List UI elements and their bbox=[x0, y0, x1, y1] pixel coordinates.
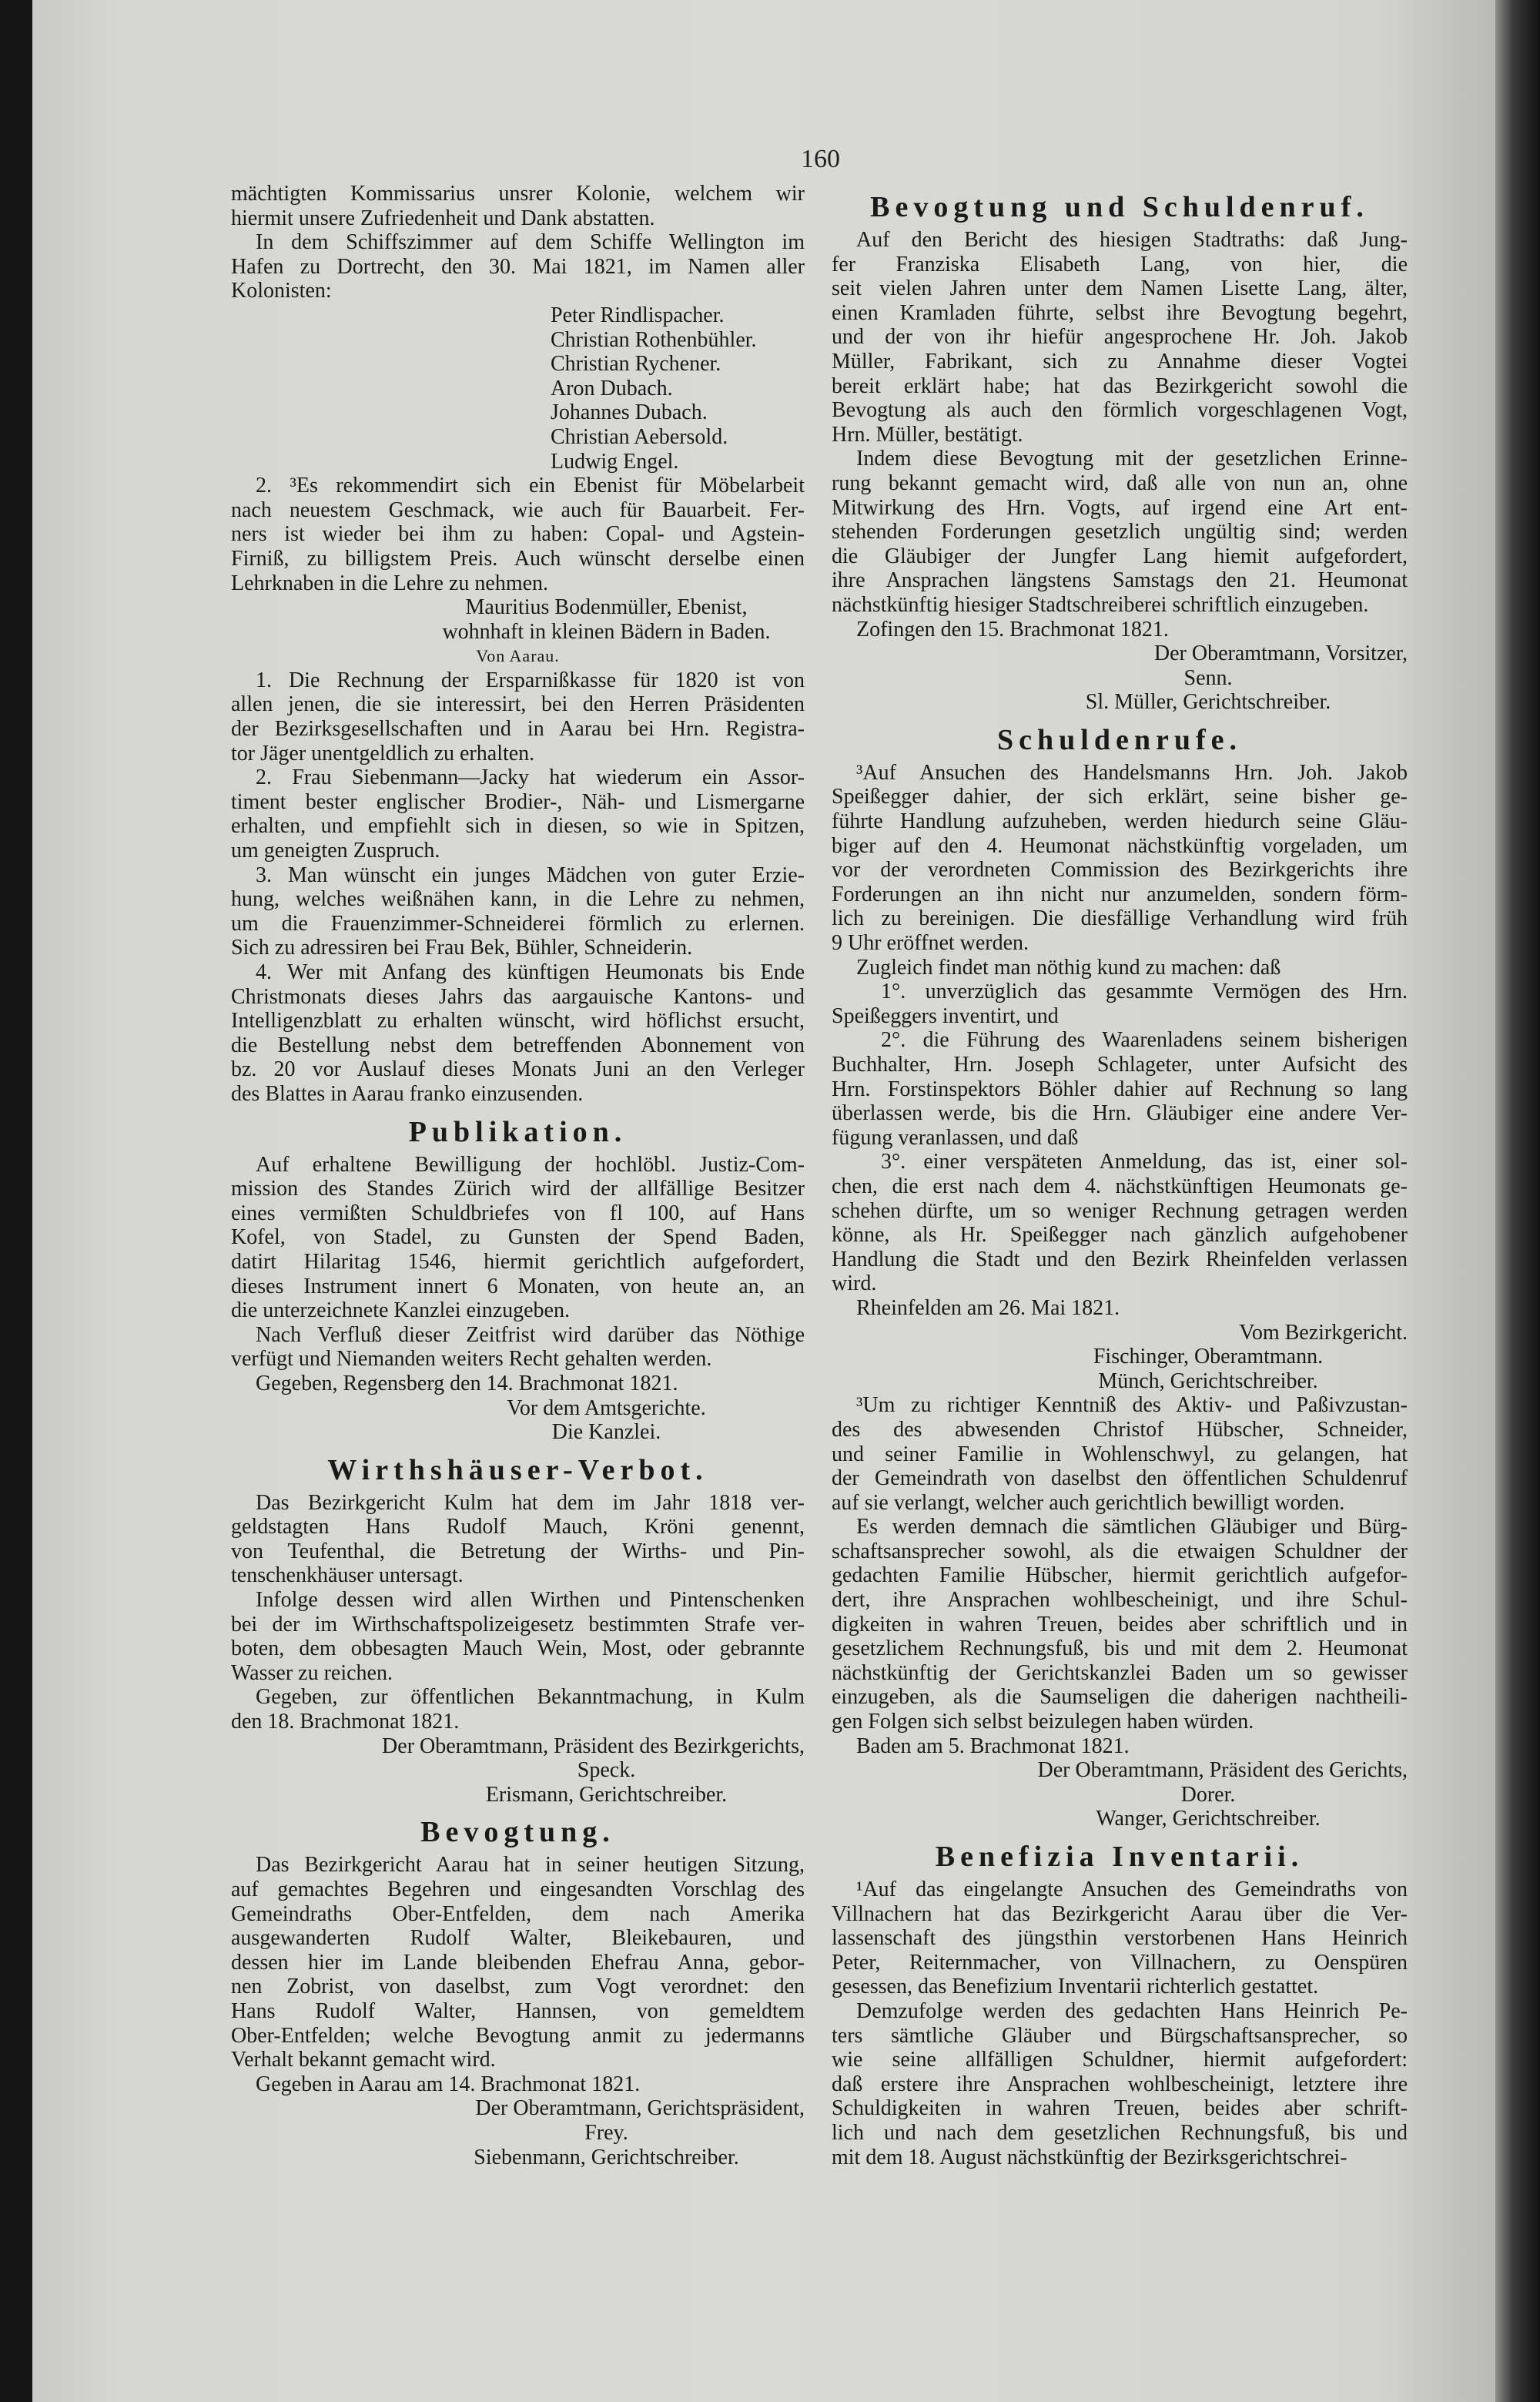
text-line: Von Aarau. bbox=[476, 646, 560, 666]
paragraph bbox=[832, 956, 1408, 980]
text-line: Peter, Reiternmacher, von Villnachern, zu Oenspüren bbox=[832, 1950, 1408, 1975]
paragraph bbox=[832, 1296, 1408, 1321]
text-line: Auf den Bericht des hiesigen Stadtraths: daß Jung- bbox=[856, 228, 1408, 252]
section-heading bbox=[832, 1839, 1408, 1874]
text-line: die Bestellung nebst dem betreffenden Abonnement von bbox=[231, 1033, 805, 1057]
paragraph bbox=[231, 1491, 805, 1588]
text-line: eines vermißten Schuldbriefes von fl 100, auf Hans bbox=[231, 1201, 805, 1225]
text-line: boten, dem obbesagten Mauch Wein, Most, oder gebrannte bbox=[231, 1637, 805, 1661]
paragraph bbox=[231, 230, 805, 303]
text-line: 4. Wer mit Anfang des künftigen Heumonats bis Ende bbox=[256, 960, 805, 984]
text-line: Kofel, von Stadel, zu Gunsten der Spend Baden, bbox=[231, 1225, 805, 1250]
text-line: Es werden demnach die sämtlichen Gläubiger und Bürg- bbox=[856, 1515, 1408, 1539]
text-line: schehen dürfte, um so weniger Rechnung getragen werden bbox=[832, 1198, 1408, 1223]
paragraph bbox=[231, 182, 805, 230]
text-line: einen Kramladen führte, selbst ihre Bevogtung begehrt, bbox=[832, 300, 1408, 325]
text-line: tenschenkhäuser untersagt. bbox=[231, 1563, 464, 1588]
text-line: des des abwesenden Christof Hübscher, Schneider, bbox=[832, 1417, 1408, 1442]
paragraph bbox=[832, 1515, 1408, 1734]
text-line: Schuldigkeiten in wahren Treuen, beides aber schrift- bbox=[832, 2096, 1408, 2121]
text-line: um die Frauenzimmer-Schneiderei förmlich zu erlernen. bbox=[231, 911, 805, 936]
text-line: nächstkünftig hiesiger Stadtschreiberei schriftlich einzugeben. bbox=[832, 592, 1369, 617]
heading-text: Bevogtung und Schuldenruf. bbox=[870, 191, 1369, 223]
text-line: mit dem 18. August nächstkünftig der Bezirksgerichtschrei- bbox=[832, 2145, 1348, 2169]
text-line: Auf erhaltene Bewilligung der hochlöbl. Justiz-Com- bbox=[256, 1152, 805, 1177]
signatory-name: Peter Rindlispacher. bbox=[551, 303, 725, 327]
text-line: ters sämtliche Gläuber und Bürgschaftsansprecher, so bbox=[832, 2023, 1408, 2048]
text-line: allen jenen, die sie interessirt, bei den Herren Präsidenten bbox=[231, 692, 805, 717]
signature-line: Mauritius Bodenmüller, Ebenist, bbox=[465, 595, 748, 620]
signature-block bbox=[832, 642, 1408, 715]
text-line: rung bekannt gemacht wird, daß alle von nun an, ohne bbox=[832, 471, 1408, 495]
text-line: lich zu bereinigen. Die diesfällige Verhandlung wird früh bbox=[832, 906, 1408, 931]
text-line: datirt Hilaritag 1546, hiermit gerichtlich aufgefordert, bbox=[231, 1249, 805, 1274]
paragraph bbox=[231, 474, 805, 595]
text-line: Buchhalter, Hrn. Joseph Schlageter, unter Aufsicht des bbox=[832, 1053, 1408, 1077]
signatory-name: Aron Dubach. bbox=[551, 376, 673, 400]
text-line: 2°. die Führung des Waarenladens seinem bisherigen bbox=[881, 1028, 1408, 1053]
text-line: ³Auf Ansuchen des Handelsmanns Hrn. Joh. Jakob bbox=[856, 760, 1408, 785]
text-line: Ober-Entfelden; welche Bevogtung anmit zu jedermanns bbox=[231, 2023, 805, 2048]
text-line: stehenden Forderungen gesetzlich ungültig sind; werden bbox=[832, 520, 1408, 544]
section-heading bbox=[832, 189, 1408, 225]
right-column bbox=[832, 182, 1408, 2169]
paragraph bbox=[832, 447, 1408, 617]
heading-text: Benefizia Inventarii. bbox=[935, 1841, 1304, 1873]
signatories-list bbox=[231, 303, 805, 474]
signature-line: Speck. bbox=[577, 1758, 636, 1783]
text-line: Kolonisten: bbox=[231, 279, 332, 303]
text-line: der Bezirksgesellschaften und in Aarau bei Hrn. Registra- bbox=[231, 717, 805, 742]
text-line: fer Franziska Elisabeth Lang, von hier, die bbox=[832, 252, 1408, 276]
text-line: bz. 20 vor Auslauf dieses Monats Juni an den Verleger bbox=[231, 1057, 805, 1082]
paragraph bbox=[832, 1393, 1408, 1515]
text-line: nen Zobrist, von daselbst, zum Vogt verordnet: den bbox=[231, 1975, 805, 1999]
text-line: Handlung die Stadt und den Bezirk Rheinfelden verlassen bbox=[832, 1247, 1408, 1271]
text-line: Zugleich findet man nöthig kund zu machen: daß bbox=[856, 955, 1281, 980]
text-line: Intelligenzblatt zu erhalten wünscht, wird höflichst ersucht, bbox=[231, 1009, 805, 1033]
paragraph bbox=[231, 960, 805, 1107]
section-heading bbox=[231, 1452, 805, 1488]
text-line: digkeiten in wahren Treuen, beides aber schriftlich und in bbox=[832, 1612, 1408, 1637]
text-line: schaftsansprecher sowohl, als die etwaigen Schuldner der bbox=[832, 1539, 1408, 1563]
text-line: Gegeben, Regensberg den 14. Brachmonat 1821. bbox=[256, 1371, 678, 1395]
signature-block bbox=[832, 1321, 1408, 1394]
text-line: Bevogtung als auch den förmlich vorgeschlagenen Vogt, bbox=[832, 398, 1408, 423]
heading-text: Publikation. bbox=[408, 1115, 628, 1148]
text-line: timent bester englischer Brodier-, Näh- und Lismergarne bbox=[231, 789, 805, 814]
text-line: Hans Rudolf Walter, Hannsen, von gemeldtem bbox=[231, 1998, 805, 2023]
heading-text: Bevogtung. bbox=[420, 1816, 615, 1849]
text-line: führte Handlung aufzuheben, werden hiedurch seine Gläu- bbox=[832, 809, 1408, 834]
signature-block bbox=[231, 1734, 805, 1807]
text-line: mächtigten Kommissarius unsrer Kolonie, welchem wir bbox=[231, 182, 805, 206]
text-line: einzugeben, als die Saumseligen die daherigen nachtheili- bbox=[832, 1685, 1408, 1710]
section-heading bbox=[231, 1814, 805, 1850]
text-line: Gegeben in Aarau am 14. Brachmonat 1821. bbox=[256, 2072, 641, 2096]
signature-line: Vor dem Amtsgerichte. bbox=[507, 1395, 706, 1420]
signature-line: Erismann, Gerichtschreiber. bbox=[485, 1782, 728, 1807]
text-line: Das Bezirkgericht Aarau hat in seiner heutigen Sitzung, bbox=[256, 1853, 805, 1878]
text-line: Lehrknaben in die Lehre zu nehmen. bbox=[231, 571, 549, 595]
signature-line: Vom Bezirkgericht. bbox=[1239, 1320, 1408, 1345]
text-line: Speißeggers inventirt, und bbox=[832, 1003, 1059, 1028]
page-number: 160 bbox=[801, 145, 840, 173]
text-line: Infolge dessen wird allen Wirthen und Pintenschenken bbox=[256, 1588, 805, 1613]
text-line: 3°. einer verspäteten Anmeldung, das ist, einer sol- bbox=[881, 1150, 1408, 1174]
text-line: fügung veranlassen, und daß bbox=[832, 1125, 1079, 1150]
signature-line: Die Kanzlei. bbox=[551, 1420, 661, 1445]
text-line: dert, ihre Ansprachen wohlbescheinigt, und ihre Schul- bbox=[832, 1588, 1408, 1613]
paragraph bbox=[231, 1372, 805, 1396]
text-line: lassenschaft des jüngsthin verstorbenen Hans Heinrich bbox=[832, 1926, 1408, 1951]
paragraph bbox=[231, 1153, 805, 1323]
text-line: Gegeben, zur öffentlichen Bekanntmachung, in Kulm bbox=[256, 1685, 805, 1710]
paragraph bbox=[231, 863, 805, 960]
paragraph bbox=[832, 1999, 1408, 2169]
signature-block bbox=[231, 595, 805, 644]
heading-text: Schuldenrufe. bbox=[997, 723, 1242, 756]
text-line: Gemeindraths Ober-Entfelden, dem nach Amerika bbox=[231, 1901, 805, 1926]
paragraph bbox=[231, 668, 805, 765]
text-line: ners ist wieder bei ihm zu haben: Copal- und Agstein- bbox=[231, 522, 805, 547]
paragraph bbox=[231, 1588, 805, 1685]
text-line: wird. bbox=[832, 1271, 877, 1296]
signatory-name: Christian Aebersold. bbox=[551, 424, 728, 449]
text-line: chen, die erst nach dem 4. nächstkünftigen Heumonats ge- bbox=[832, 1174, 1408, 1198]
text-line: Forderungen an ihn nicht nur anzumelden, sondern förm- bbox=[832, 882, 1408, 906]
paragraph bbox=[231, 1323, 805, 1372]
paragraph bbox=[832, 1878, 1408, 1999]
signatory-name: Christian Rothenbühler. bbox=[551, 327, 757, 352]
text-line: gedachten Familie Hübscher, hiermit gerichtlich aufgefor- bbox=[832, 1563, 1408, 1588]
text-line: Villnachern hat das Bezirkgericht Aarau über die Ver- bbox=[832, 1901, 1408, 1926]
text-line: Müller, Fabrikant, sich zu Annahme dieser Vogtei bbox=[832, 349, 1408, 374]
text-line: seit vielen Jahren unter dem Namen Lisette Lang, älter, bbox=[832, 276, 1408, 301]
text-line: von Teufenthal, die Betretung der Wirths- und Pin- bbox=[231, 1539, 805, 1563]
text-line: 2. Frau Siebenmann—Jacky hat wiederum ein Assor- bbox=[256, 765, 805, 790]
text-line: Firniß, zu billigstem Preis. Auch wünscht derselbe einen bbox=[231, 546, 805, 571]
signature-line: Der Oberamtmann, Präsident des Bezirkgerichts, bbox=[382, 1734, 805, 1758]
text-line: Wasser zu reichen. bbox=[231, 1660, 393, 1685]
text-line: Zofingen den 15. Brachmonat 1821. bbox=[856, 617, 1169, 642]
signature-block bbox=[231, 2096, 805, 2169]
signature-line: Senn. bbox=[1183, 665, 1233, 690]
text-line: die Gläubiger der Jungfer Lang hiemit aufgefordert, bbox=[832, 544, 1408, 568]
signature-line: Münch, Gerichtschreiber. bbox=[1098, 1369, 1318, 1393]
paragraph bbox=[231, 765, 805, 863]
text-line: Speißegger dahier, der sich erklärt, seine bisher ge- bbox=[832, 785, 1408, 809]
text-line: und seiner Familie in Wohlenschwyl, zu gelangen, hat bbox=[832, 1442, 1408, 1466]
text-line: hiermit unsere Zufriedenheit und Dank abstatten. bbox=[231, 206, 655, 230]
signature-line: Der Oberamtmann, Vorsitzer, bbox=[1153, 642, 1408, 666]
signatory-name: Johannes Dubach. bbox=[551, 400, 708, 425]
signatory-name: Christian Rychener. bbox=[551, 352, 721, 377]
signatory-name: Ludwig Engel. bbox=[551, 449, 679, 474]
signature-line: Sl. Müller, Gerichtschreiber. bbox=[1085, 690, 1331, 715]
paragraph bbox=[832, 761, 1408, 956]
signature-line: Frey. bbox=[584, 2120, 628, 2145]
section-heading bbox=[231, 1114, 805, 1150]
text-line: Baden am 5. Brachmonat 1821. bbox=[856, 1734, 1130, 1758]
text-line: 2. ³Es rekommendirt sich ein Ebenist für Möbelarbeit bbox=[256, 474, 805, 498]
text-line: Nach Verfluß dieser Zeitfrist wird darüber das Nöthige bbox=[256, 1322, 805, 1347]
paragraph bbox=[231, 2072, 805, 2097]
text-line: mission des Standes Zürich wird der allfällige Besitzer bbox=[231, 1177, 805, 1201]
text-line: Sich zu adressiren bei Frau Bek, Bühler, Schneiderin. bbox=[231, 936, 693, 960]
text-line: dieses Instrument innert 6 Monaten, von heute an, an bbox=[231, 1274, 805, 1298]
text-line: könne, als Hr. Speißegger nach gänzlich aufgehobener bbox=[832, 1223, 1408, 1248]
text-line: den 18. Brachmonat 1821. bbox=[231, 1710, 460, 1734]
text-line: auf gemachtes Begehren und eingesandten Vorschlag des bbox=[231, 1878, 805, 1901]
text-line: überlassen werde, bis die Hrn. Gläubiger eine andere Ver- bbox=[832, 1101, 1408, 1126]
signature-line: wohnhaft in kleinen Bädern in Baden. bbox=[442, 619, 771, 644]
signature-line: Dorer. bbox=[1180, 1782, 1236, 1807]
text-line: tor Jäger unentgeldlich zu erhalten. bbox=[231, 741, 535, 765]
text-line: Hrn. Forstinspektors Böhler dahier auf Rechnung so lang bbox=[832, 1077, 1408, 1101]
paragraph bbox=[231, 1685, 805, 1734]
text-line: Verhalt bekannt gemacht wird. bbox=[231, 2048, 496, 2072]
text-line: Hafen zu Dortrecht, den 30. Mai 1821, im Namen aller bbox=[231, 254, 805, 279]
text-line: hung, welches weißnähen kann, in die Lehre zu nehmen, bbox=[231, 887, 805, 912]
text-line: vor der verordneten Commission des Bezirkgerichts ihre bbox=[832, 858, 1408, 883]
text-line: wie seine allfälligen Schuldner, hiermit aufgefordert: bbox=[832, 2048, 1408, 2072]
text-line: daß erstere ihre Ansprachen wohlbescheinigt, letztere ihre bbox=[832, 2072, 1408, 2096]
text-line: ihre Ansprachen längstens Samstags den 21. Heumonat bbox=[832, 568, 1408, 593]
text-line: um geneigten Zuspruch. bbox=[231, 839, 440, 863]
text-line: bei der im Wirthschaftspolizeigesetz bestimmten Strafe ver- bbox=[231, 1612, 805, 1637]
paragraph bbox=[832, 228, 1408, 447]
paragraph bbox=[231, 1853, 805, 2072]
text-line: ³Um zu richtiger Kenntniß des Aktiv- und Paßivzustan- bbox=[856, 1393, 1408, 1418]
text-line: Mitwirkung des Hrn. Vogts, auf irgend eine Art ent- bbox=[832, 495, 1408, 520]
text-line: der Gemeindrath von daselbst den öffentlichen Schuldenruf bbox=[832, 1466, 1408, 1491]
signature-line: Fischinger, Oberamtmann. bbox=[1093, 1345, 1324, 1369]
page-edge bbox=[1495, 0, 1540, 2402]
text-line: gesetzlichem Rechnungsfuß, bis und mit dem 2. Heumonat bbox=[832, 1637, 1408, 1661]
text-line: Demzufolge werden des gedachten Hans Heinrich Pe- bbox=[856, 1998, 1408, 2023]
text-line: nach neuestem Geschmack, wie auch für Bauarbeit. Fer- bbox=[231, 497, 805, 522]
text-line: gen Folgen sich selbst beizulegen haben würden. bbox=[832, 1710, 1254, 1734]
text-line: Das Bezirkgericht Kulm hat dem im Jahr 1818 ver- bbox=[256, 1490, 805, 1515]
text-line: und der von ihr hiefür angesprochene Hr. Joh. Jakob bbox=[832, 325, 1408, 350]
text-line: gesessen, das Benefizium Inventarii richterlich gestattet. bbox=[832, 1975, 1319, 1999]
heading-text: Wirthshäuser-Verbot. bbox=[327, 1453, 708, 1486]
signature-line: Der Oberamtmann, Gerichtspräsident, bbox=[475, 2096, 805, 2121]
text-line: 1°. unverzüglich das gesammte Vermögen des Hrn. bbox=[881, 980, 1408, 1004]
text-line: Hrn. Müller, bestätigt. bbox=[832, 422, 1023, 447]
signature-block bbox=[832, 1758, 1408, 1831]
paragraph bbox=[832, 1028, 1408, 1150]
text-line: die unterzeichnete Kanzlei einzugeben. bbox=[231, 1298, 570, 1323]
signature-block bbox=[231, 1396, 805, 1445]
text-line: ¹Auf das eingelangte Ansuchen des Gemeindraths von bbox=[856, 1878, 1408, 1901]
text-line: auf sie verlangt, welcher auch gerichtlich bewilligt worden. bbox=[832, 1490, 1345, 1515]
subheading bbox=[231, 644, 805, 668]
text-line: Indem diese Bevogtung mit der gesetzlichen Erinne- bbox=[856, 447, 1408, 471]
text-line: geldstagten Hans Rudolf Mauch, Kröni genennt, bbox=[231, 1515, 805, 1539]
paragraph bbox=[832, 1150, 1408, 1296]
signature-line: Der Oberamtmann, Präsident des Gerichts, bbox=[1037, 1758, 1408, 1783]
text-line: In dem Schiffszimmer auf dem Schiffe Wellington im bbox=[256, 230, 805, 255]
signature-line: Siebenmann, Gerichtschreiber. bbox=[474, 2145, 739, 2169]
paragraph bbox=[832, 1734, 1408, 1759]
text-line: ausgewanderten Rudolf Walter, Bleikebauren, und bbox=[231, 1926, 805, 1951]
text-line: lich und nach dem gesetzlichen Rechnungsfuß, bis und bbox=[832, 2120, 1408, 2145]
text-line: bereit erklärt habe; hat das Bezirkgericht sowohl die bbox=[832, 374, 1408, 398]
text-line: Christmonats dieses Jahrs das aargauische Kantons- und bbox=[231, 984, 805, 1009]
text-line: erhalten, und empfiehlt sich in diesen, so wie in Spitzen, bbox=[231, 814, 805, 839]
text-line: nächstkünftig der Gerichtskanzlei Baden um so gewisser bbox=[832, 1660, 1408, 1685]
text-line: 3. Man wünscht ein junges Mädchen von guter Erzie- bbox=[256, 863, 805, 887]
text-line: 1. Die Rechnung der Ersparnißkasse für 1820 ist von bbox=[256, 668, 805, 692]
section-heading bbox=[832, 722, 1408, 758]
paragraph bbox=[832, 618, 1408, 642]
text-line: biger auf den 4. Heumonat nächstkünftig vorgeladen, um bbox=[832, 833, 1408, 858]
text-line: 9 Uhr eröffnet werden. bbox=[832, 931, 1029, 956]
text-line: Rheinfelden am 26. Mai 1821. bbox=[856, 1295, 1120, 1320]
left-column bbox=[231, 182, 805, 2169]
text-line: verfügt und Niemanden weiters Recht gehalten werden. bbox=[231, 1347, 712, 1372]
text-line: dessen hier im Lande bleibenden Ehefrau Anna, gebor- bbox=[231, 1950, 805, 1975]
text-line: des Blattes in Aarau franko einzusenden. bbox=[231, 1081, 584, 1106]
signature-line: Wanger, Gerichtschreiber. bbox=[1096, 1807, 1321, 1831]
paragraph bbox=[832, 980, 1408, 1028]
